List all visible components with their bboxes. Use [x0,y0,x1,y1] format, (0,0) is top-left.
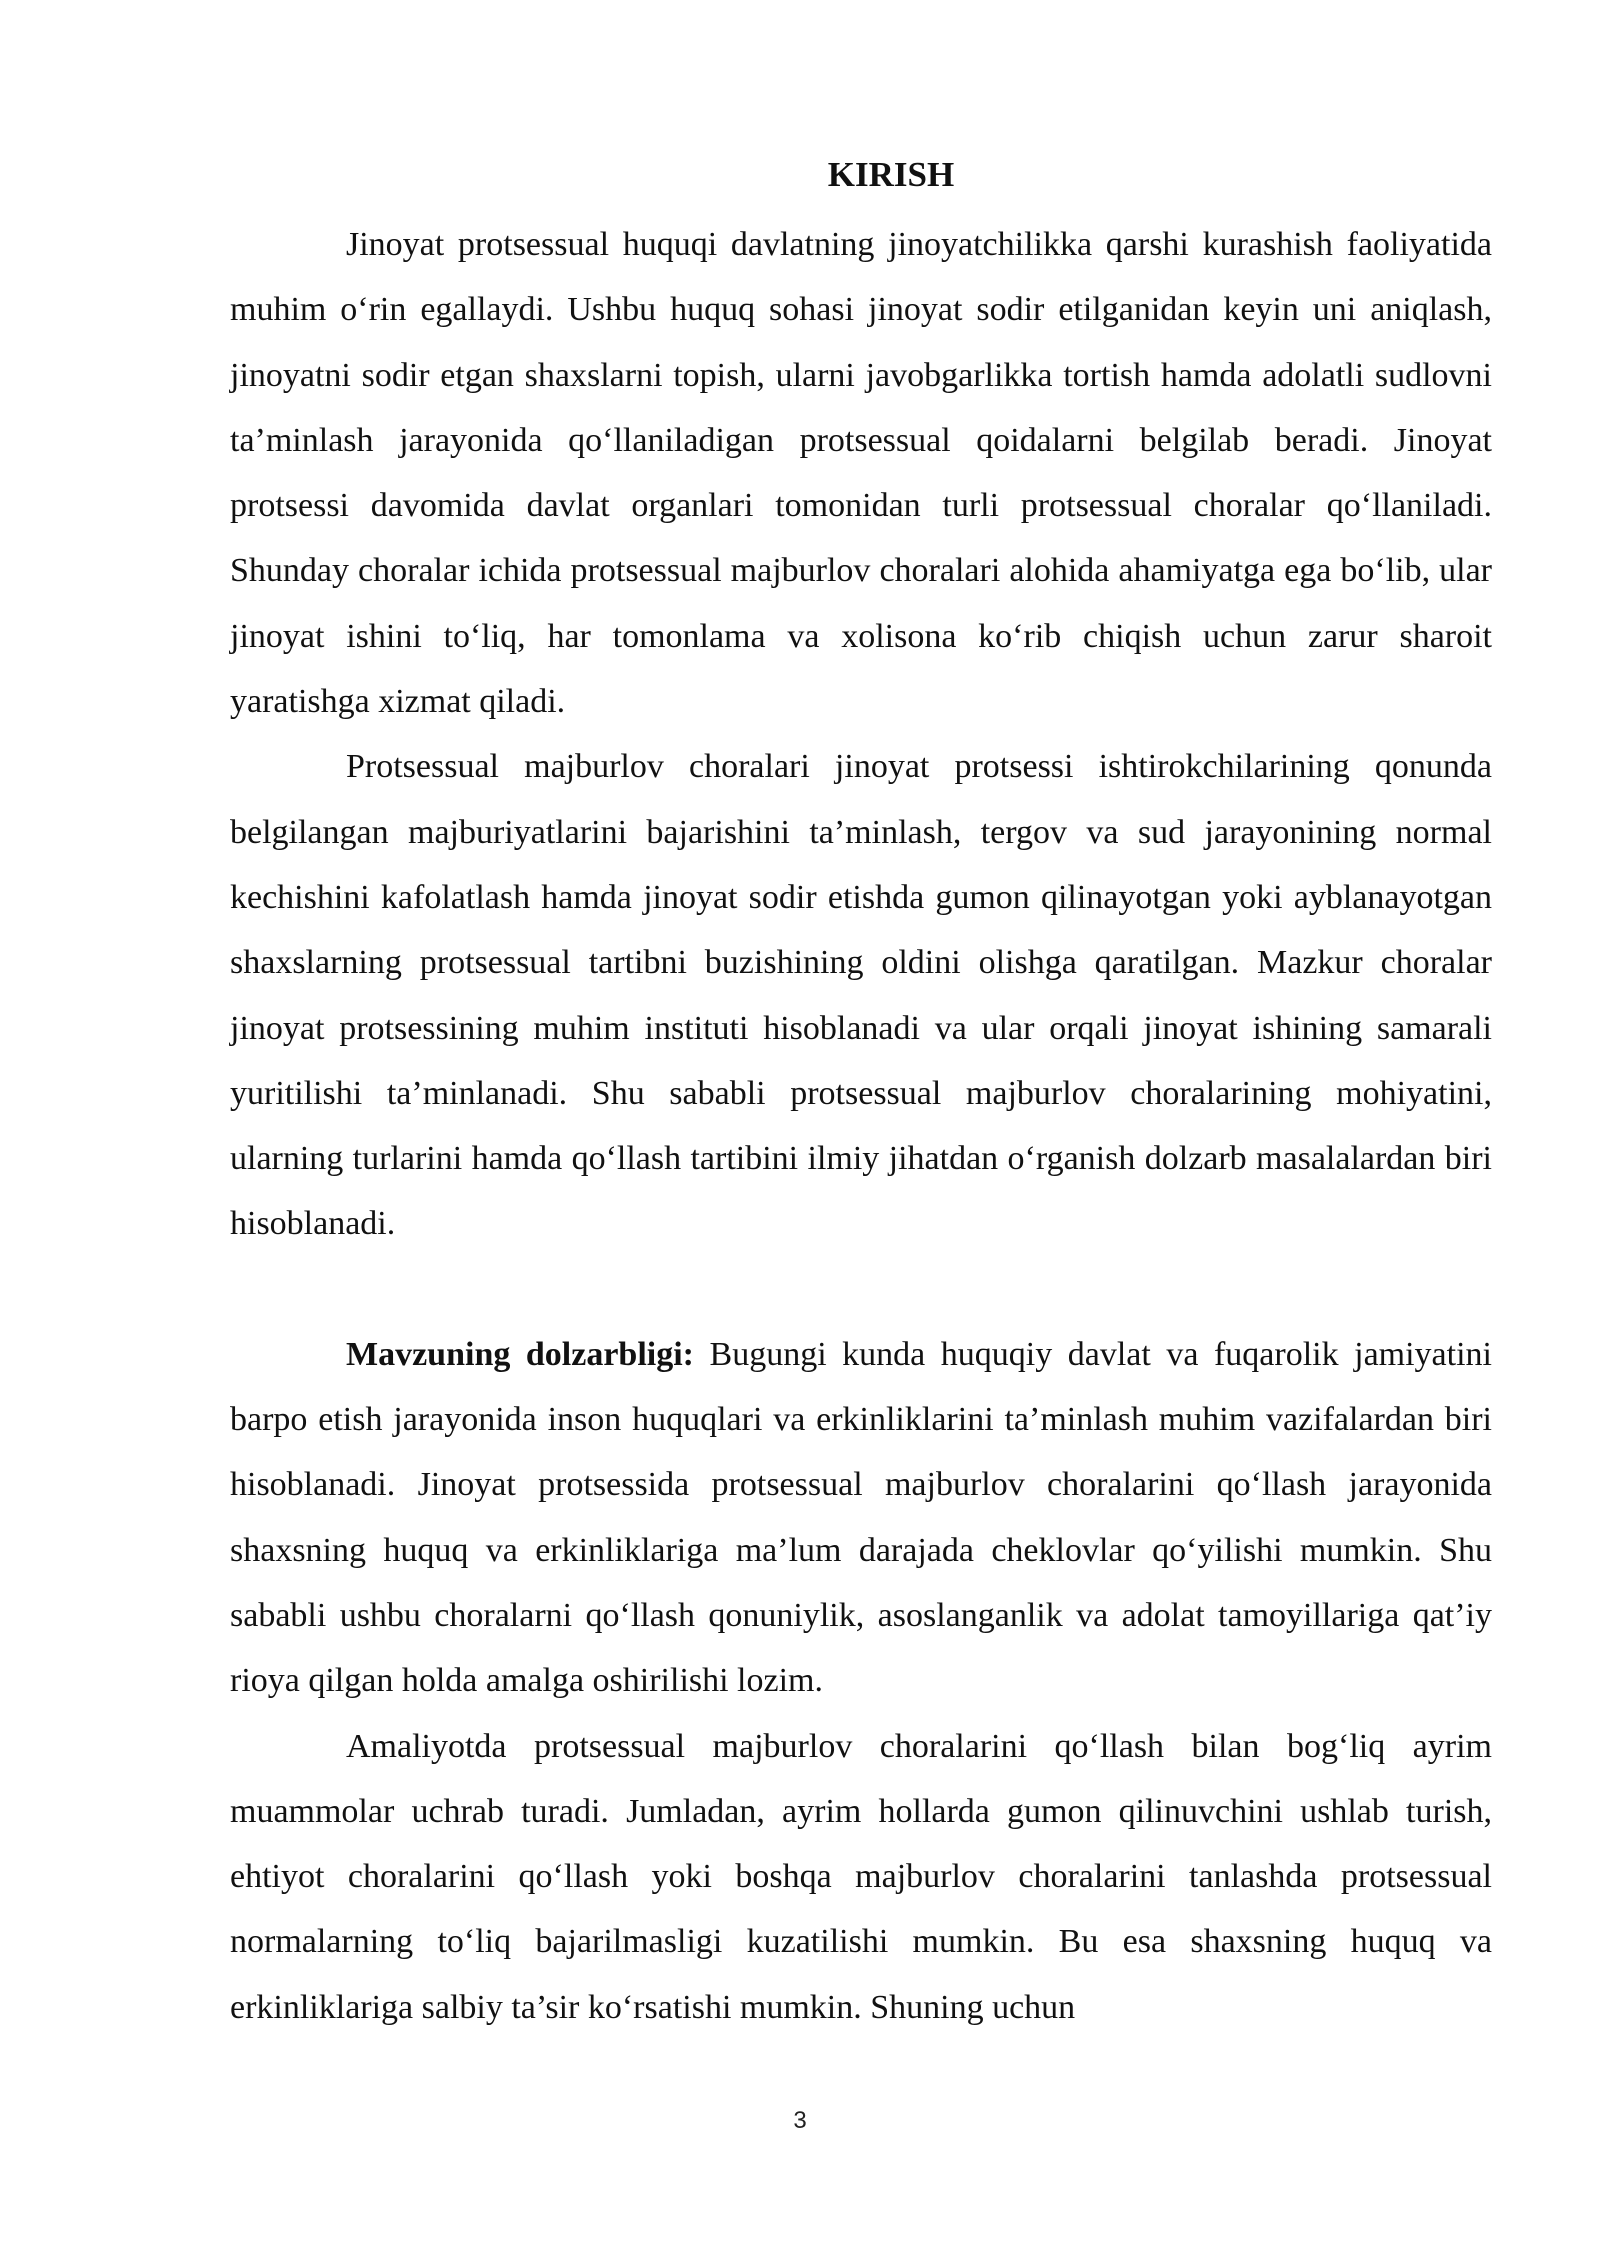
section-heading: KIRISH [827,155,955,194]
relevance-label: Mavzuning dolzarbligi: [346,1335,694,1373]
relevance-text: Bugungi kunda huquqiy davlat va fuqarolik jamiyatini barpo etish jarayonida inson huquqlari va erkinliklarini ta’minlash muhim vazifalardan biri hisoblanadi. Jinoyat protsessida protsessual majburlov choralarini qo‘llash jarayonida shaxsning huquq va erkinliklariga ma’lum darajada cheklovlar qo‘yilishi mumkin. Shu sababli ushbu choralarni qo‘llash qonuniylik, asoslanganlik va adolat tamoyillariga qat’iy rioya qilgan holda amalga oshirilishi lozim. [230,1335,1492,1700]
paragraph-intro-1: Jinoyat protsessual huquqi davlatning jinoyatchilikka qarshi kurashish faoliyatida muhim o‘rin egallaydi. Ushbu huquq sohasi jinoyat sodir etilganidan keyin uni aniqlash, jinoyatni sodir etgan shaxslarni topish, ularni javobgarlikka tortish hamda adolatli sudlovni ta’minlash jarayonida qo‘llaniladigan protsessual qoidalarni belgilab beradi. Jinoyat protsessi davomida davlat organlari tomonidan turli protsessual choralar qo‘llaniladi. Shunday choralar ichida protsessual majburlov choralari alohida ahamiyatga ega bo‘lib, ular jinoyat ishini to‘liq, har tomonlama va xolisona ko‘rib chiqish uchun zarur sharoit yaratishga xizmat qiladi. [230,226,1492,721]
paragraph-practice: Amaliyotda protsessual majburlov choralarini qo‘llash bilan bog‘liq ayrim muammolar uchrab turadi. Jumladan, ayrim hollarda gumon qilinuvchini ushlab turish, ehtiyot choralarini qo‘llash yoki boshqa majburlov choralarini tanlashda protsessual normalarning to‘liq bajarilmasligi kuzatilishi mumkin. Bu esa shaxsning huquq va erkinliklariga salbiy ta’sir ko‘rsatishi mumkin. Shuning uchun [230,1727,1492,2026]
paragraph-relevance [230,1322,1492,1714]
page-number: 3 [793,2107,807,2134]
document-page [230,148,1492,2040]
paragraph-intro-2: Protsessual majburlov choralari jinoyat protsessi ishtirokchilarining qonunda belgilangan majburiyatlarini bajarishini ta’minlash, tergov va sud jarayonining normal kechishini kafolatlash hamda jinoyat sodir etishda gumon qilinayotgan yoki ayblanayotgan shaxslarning protsessual tartibni buzishining oldini olishga qaratilgan. Mazkur choralar jinoyat protsessining muhim instituti hisoblanadi va ular orqali jinoyat ishining samarali yuritilishi ta’minlanadi. Shu sababli protsessual majburlov choralarining mohiyatini, ularning turlarini hamda qo‘llash tartibini ilmiy jihatdan o‘rganish dolzarb masalalardan biri hisoblanadi. [230,748,1492,1243]
paragraph-spacer [230,1257,1492,1322]
